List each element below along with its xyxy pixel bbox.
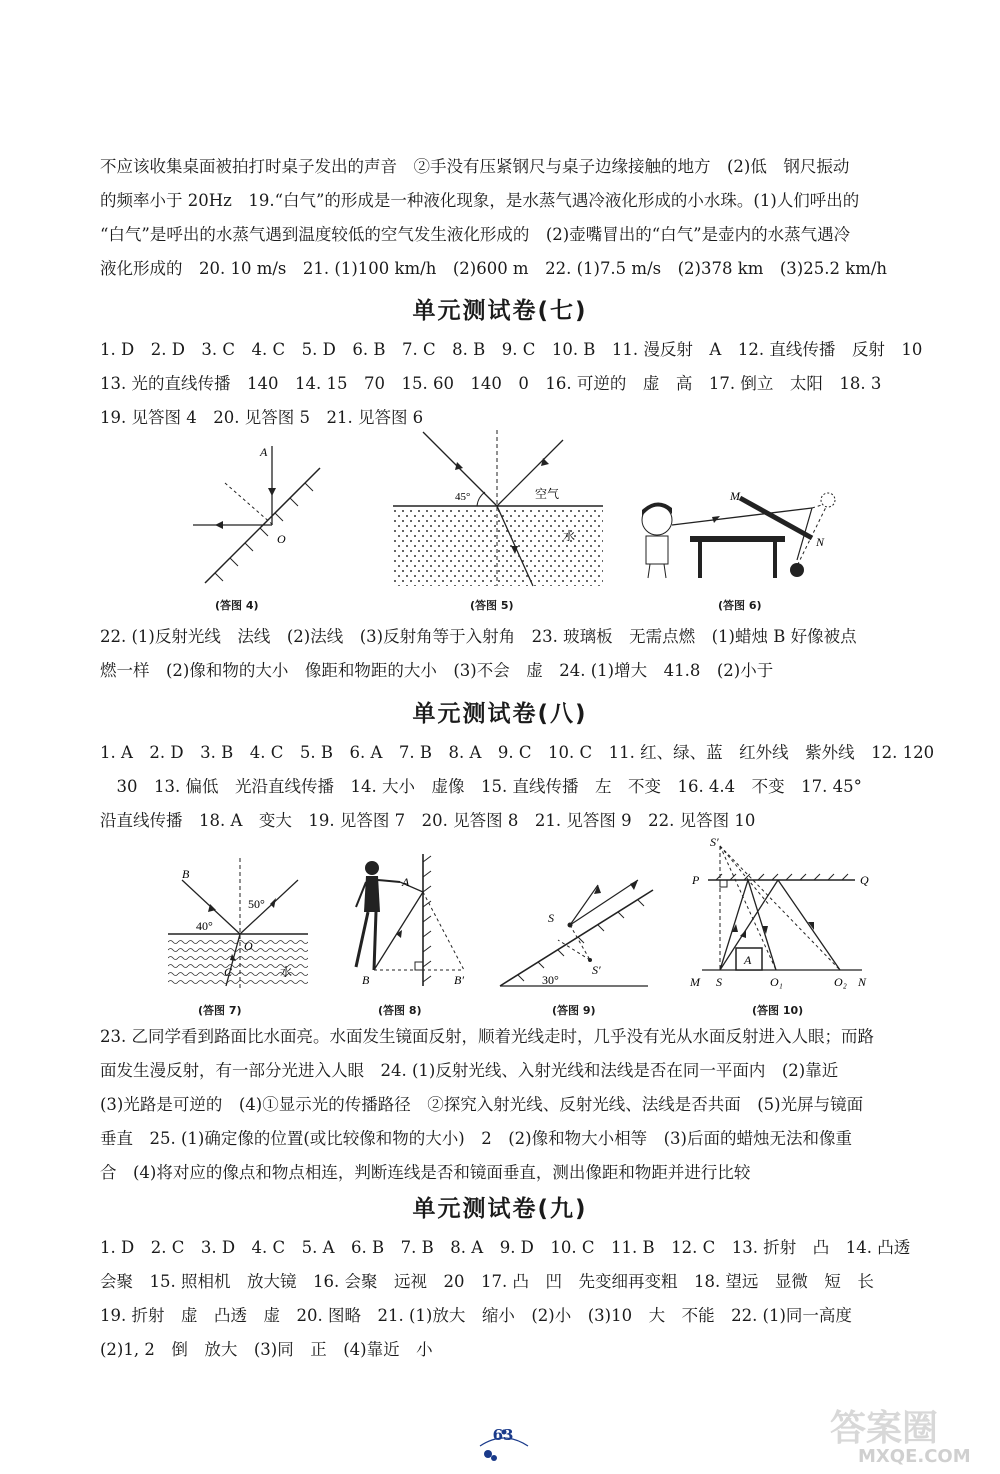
text-line: “白气”是呼出的水蒸气遇到温度较低的空气发生液化形成的 (2)壶嘴冒出的“白气”是壶内的水蒸气遇冷 bbox=[100, 225, 851, 244]
fig5-label-water: 水 bbox=[563, 529, 576, 543]
figure-7-caption: (答图 7) bbox=[198, 1004, 242, 1017]
figure-6 bbox=[632, 478, 852, 588]
fig10-label-s: S bbox=[716, 975, 722, 989]
fig7-label-40: 40° bbox=[196, 919, 213, 933]
fig8-label-b2: B′ bbox=[454, 973, 464, 987]
fig8-label-a: A bbox=[402, 875, 410, 889]
sec8-answers-2 bbox=[100, 1020, 920, 1190]
fig10-label-o2: O₂ bbox=[834, 975, 847, 989]
text-line: 19. 见答图 4 20. 见答图 5 21. 见答图 6 bbox=[100, 408, 424, 427]
text-line: 1. D 2. C 3. D 4. C 5. A 6. B 7. B 8. A 9. D 10. C 11. B 12. C 13. 折射 凸 14. 凸透 bbox=[100, 1238, 911, 1257]
section-title-7: 单元测试卷(七) bbox=[412, 298, 588, 324]
fig6-label-n: N bbox=[816, 535, 825, 549]
text-line: 的频率小于 20Hz 19.“白气”的形成是一种液化现象，是水蒸气遇冷液化形成的小水珠。(1)人们呼出的 bbox=[100, 191, 860, 210]
fig9-label-s: S bbox=[548, 911, 554, 925]
text-line: 1. A 2. D 3. B 4. C 5. B 6. A 7. B 8. A 9. C 10. C 11. 红、绿、蓝 红外线 紫外线 12. 120 bbox=[100, 743, 935, 762]
figure-4 bbox=[185, 438, 325, 588]
fig6-label-m: M bbox=[730, 489, 740, 503]
fig7-label-c: C bbox=[224, 965, 233, 979]
text-line: 垂直 25. (1)确定像的位置(或比较像和物的大小) 2 (2)像和物大小相等 (3)后面的蜡烛无法和像重 bbox=[100, 1129, 852, 1148]
fig5-label-air: 空气 bbox=[535, 487, 560, 501]
fig5-label-angle: 45° bbox=[455, 491, 471, 503]
text-line: 13. 光的直线传播 140 14. 15 70 15. 60 140 0 16. 可逆的 虚 高 17. 倒立 太阳 18. 3 bbox=[100, 374, 882, 393]
fig7-label-b: B bbox=[182, 867, 190, 881]
figure-8 bbox=[338, 852, 478, 990]
fig10-label-q: Q bbox=[860, 873, 869, 887]
fig10-label-n: N bbox=[858, 975, 867, 989]
page-number: 63 bbox=[492, 1426, 514, 1444]
fig4-label-o: O bbox=[277, 532, 286, 546]
fig10-label-s2: S′ bbox=[710, 836, 719, 849]
fig9-label-s2: S′ bbox=[592, 963, 601, 977]
text-line: 1. D 2. D 3. C 4. C 5. D 6. B 7. C 8. B 9. C 10. B 11. 漫反射 A 12. 直线传播 反射 10 bbox=[100, 340, 923, 359]
fig10-label-m: M bbox=[690, 975, 700, 989]
text-line: 面发生漫反射，有一部分光进入人眼 24. (1)反射光线、入射光线和法线是否在同一平面内 (2)靠近 bbox=[100, 1061, 839, 1080]
fig10-label-a: A bbox=[744, 953, 752, 967]
text-line: 30 13. 偏低 光沿直线传播 14. 大小 虚像 15. 直线传播 左 不变 16. 4.4 不变 17. 45° bbox=[100, 777, 862, 796]
watermark-url: MXQE.COM bbox=[858, 1446, 971, 1467]
text-line: 会聚 15. 照相机 放大镜 16. 会聚 远视 20 17. 凸 凹 先变细再变粗 18. 望远 显微 短 长 bbox=[100, 1272, 874, 1291]
text-line: 沿直线传播 18. A 变大 19. 见答图 7 20. 见答图 8 21. 见答图 9 22. 见答图 10 bbox=[100, 811, 756, 830]
text-line: 23. 乙同学看到路面比水面亮。水面发生镜面反射，顺着光线走时，几乎没有光从水面反射进入人眼；而路 bbox=[100, 1027, 874, 1046]
fig7-label-water: 水 bbox=[280, 965, 293, 979]
figure-7 bbox=[168, 858, 308, 990]
intro-paragraph bbox=[100, 150, 920, 286]
fig8-label-b: B bbox=[362, 973, 370, 987]
text-line: 22. (1)反射光线 法线 (2)法线 (3)反射角等于入射角 23. 玻璃板 无需点燃 (1)蜡烛 B 好像被点 bbox=[100, 627, 857, 646]
sec8-answers bbox=[100, 736, 935, 838]
text-line: 合 (4)将对应的像点和物点相连，判断连线是否和镜面垂直，测出像距和物距并进行比较 bbox=[100, 1163, 751, 1182]
fig7-label-o: O bbox=[244, 939, 253, 953]
text-line: 液化形成的 20. 10 m/s 21. (1)100 km/h (2)600 m 22. (1)7.5 m/s (2)378 km (3)25.2 km/h bbox=[100, 259, 888, 278]
fig10-label-o1: O₁ bbox=[770, 975, 783, 989]
figure-10 bbox=[680, 836, 880, 990]
fig9-label-30: 30° bbox=[542, 973, 559, 987]
text-line: 不应该收集桌面被拍打时桌子发出的声音 ②手没有压紧钢尺与桌子边缘接触的地方 (2)低 钢尺振动 bbox=[100, 157, 850, 176]
fig10-label-p: P bbox=[692, 873, 700, 887]
text-line: 19. 折射 虚 凸透 虚 20. 图略 21. (1)放大 缩小 (2)小 (3)10 大 不能 22. (1)同一高度 bbox=[100, 1306, 852, 1325]
sec7-answers-2 bbox=[100, 620, 920, 688]
sec7-answers bbox=[100, 333, 923, 435]
section-title-8: 单元测试卷(八) bbox=[412, 701, 588, 727]
fig4-label-a: A bbox=[260, 445, 268, 459]
sec9-answers bbox=[100, 1231, 920, 1367]
figure-10-caption: (答图 10) bbox=[752, 1004, 804, 1017]
watermark-logo: 答案圈 bbox=[830, 1408, 939, 1449]
figure-9-caption: (答图 9) bbox=[552, 1004, 596, 1017]
text-line: (3)光路是可逆的 (4)①显示光的传播路径 ②探究入射光线、反射光线、法线是否共面 (5)光屏与镜面 bbox=[100, 1095, 864, 1114]
figure-8-caption: (答图 8) bbox=[378, 1004, 422, 1017]
text-line: 燃一样 (2)像和物的大小 像距和物距的大小 (3)不会 虚 24. (1)增大 41.8 (2)小于 bbox=[100, 661, 774, 680]
figure-5-caption: (答图 5) bbox=[470, 599, 514, 612]
text-line: (2)1, 2 倒 放大 (3)同 正 (4)靠近 小 bbox=[100, 1340, 433, 1359]
section-title-9: 单元测试卷(九) bbox=[412, 1196, 588, 1222]
figure-9 bbox=[498, 870, 658, 990]
figure-4-caption: (答图 4) bbox=[215, 599, 259, 612]
figure-6-caption: (答图 6) bbox=[718, 599, 762, 612]
fig7-label-50: 50° bbox=[248, 897, 265, 911]
figure-5 bbox=[393, 428, 603, 588]
